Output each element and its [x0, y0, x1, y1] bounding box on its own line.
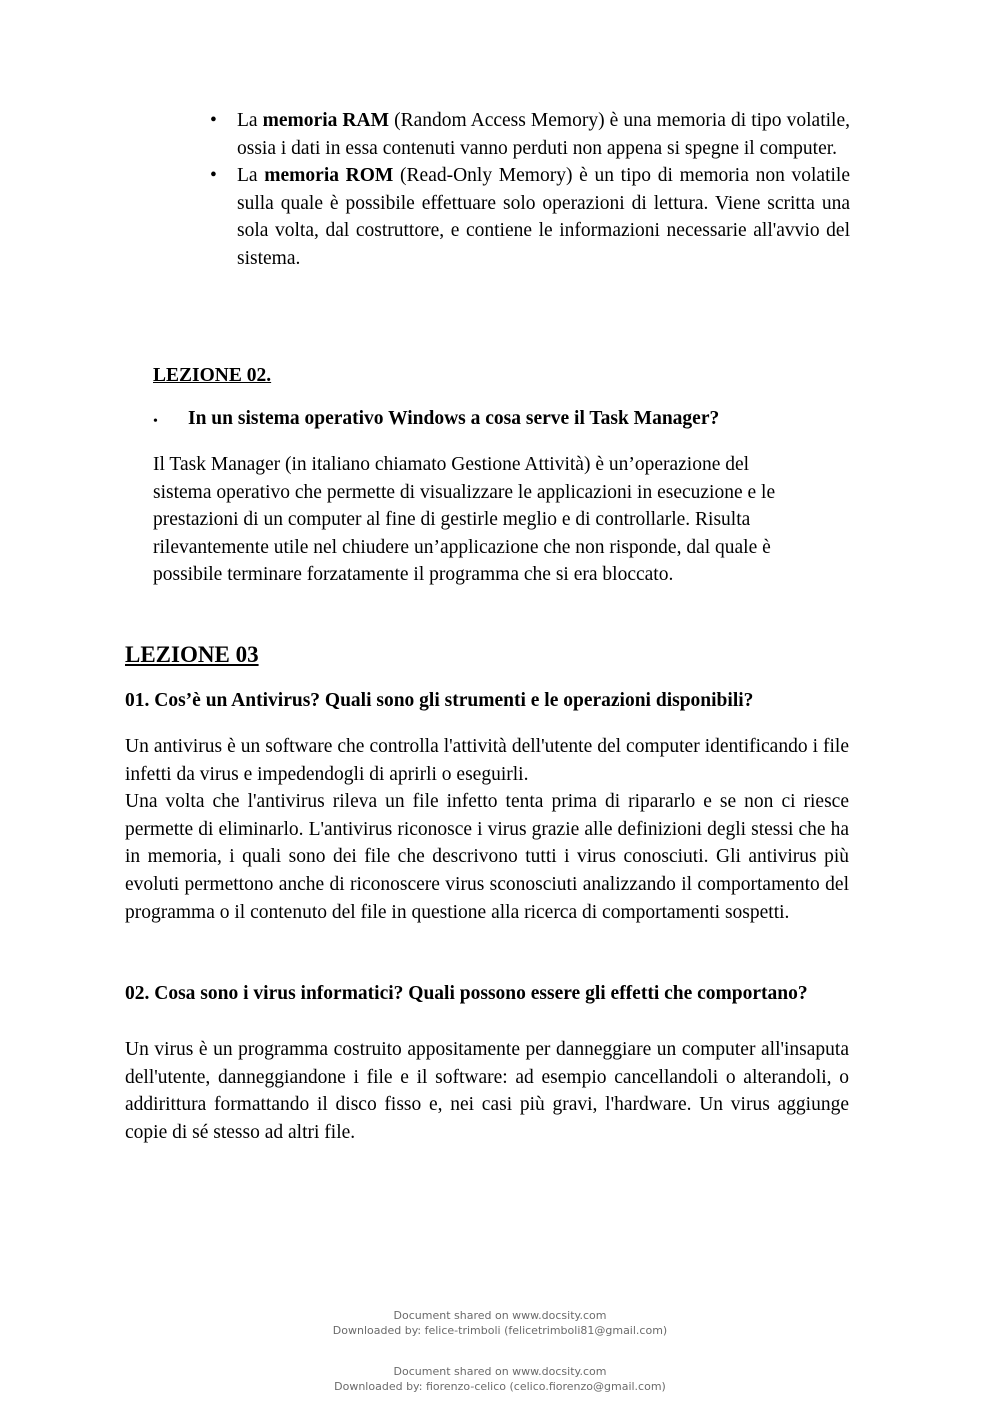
virus-answer: Un virus è un programma costruito appositamente per danneggiare un computer all'insaputa dell'utente, danneggiandone i file e il software: ad esempio cancellandoli o alterandoli, o addirittura formattando il disco fisso e, nei casi più gravi, l'hardware. Un virus aggiunge copie di sé stesso ad altri file. [125, 1039, 849, 1143]
antivirus-answer [125, 733, 849, 926]
footer-downloaded-text: Downloaded by: fiorenzo-celico (celico.fiorenzo@gmail.com) [334, 1379, 666, 1393]
footer-shared-text: Document shared on www.docsity.com [393, 1309, 607, 1322]
memory-bullet-list [210, 107, 850, 273]
answer-line: sistema operativo che permette di visualizzare le applicazioni in esecuzione e le [153, 481, 776, 503]
footer-shared-text: Document shared on www.docsity.com [393, 1365, 607, 1378]
ram-prefix: La [237, 110, 263, 131]
antivirus-answer-paragraph-1: Un antivirus è un software che controlla l'attività dell'utente del computer identificando i file infetti da virus e impedendogli di aprirli o eseguirli. [125, 736, 849, 785]
antivirus-answer-paragraph-2: Una volta che l'antivirus rileva un file infetto tenta prima di ripararlo e se non ci riesce permette di eliminarlo. L'antivirus riconosce i virus grazie alle definizioni degli stessi che ha in memoria, i quali sono dei file che descrivono tutti i virus conosciuti. Gli antivirus più evoluti permettono anche di riconoscere virus sconosciuti analizzando il comportamento del programma o il contenuto del file in questione alla ricerca di comportamenti sospetti. [125, 791, 849, 923]
answer-line: possibile terminare forzatamente il programma che si era bloccato. [153, 564, 674, 586]
docsity-footer-2 [0, 1365, 1000, 1394]
lezione-02-answer [153, 451, 853, 589]
bullet-dot: • [153, 414, 158, 429]
virus-question: 02. Cosa sono i virus informatici? Quali possono essere gli effetti che comportano? [125, 983, 808, 1004]
bullet-item-ram [210, 107, 850, 162]
bullet-dot: • [210, 110, 217, 131]
answer-line: prestazioni di un computer al fine di gestirle meglio e di controllarle. Risulta [153, 509, 751, 531]
lezione-03-heading: LEZIONE 03 [125, 642, 259, 667]
ram-description: (Random Access Memory) è una memoria di tipo volatile, ossia i dati in essa contenuti vanno perduti non appena si spegne il computer. [237, 110, 850, 159]
answer-line: rilevantemente utile nel chiudere un’applicazione che non risponde, dal quale è [153, 536, 771, 558]
lezione-02-heading: LEZIONE 02. [153, 365, 272, 386]
rom-description: (Read-Only Memory) è un tipo di memoria non volatile sulla quale è possibile effettuare solo operazioni di lettura. Viene scritta una sola volta, dal costruttore, e contiene le informazioni necessarie all'avvio del sistema. [237, 165, 850, 269]
answer-line: Il Task Manager (in italiano chiamato Gestione Attività) è un’operazione del [153, 454, 750, 475]
rom-term: memoria ROM [264, 165, 394, 187]
bullet-dot: • [210, 165, 217, 187]
bullet-item-rom [210, 162, 850, 272]
rom-prefix: La [237, 165, 265, 187]
footer-downloaded-text: Downloaded by: felice-trimboli (felicetrimboli81@gmail.com) [332, 1323, 668, 1337]
docsity-footer-1 [0, 1309, 1000, 1338]
antivirus-question: 01. Cos’è un Antivirus? Quali sono gli strumenti e le operazioni disponibili? [125, 690, 754, 711]
ram-term: memoria RAM [262, 110, 389, 131]
question-text: In un sistema operativo Windows a cosa serve il Task Manager? [188, 408, 720, 429]
